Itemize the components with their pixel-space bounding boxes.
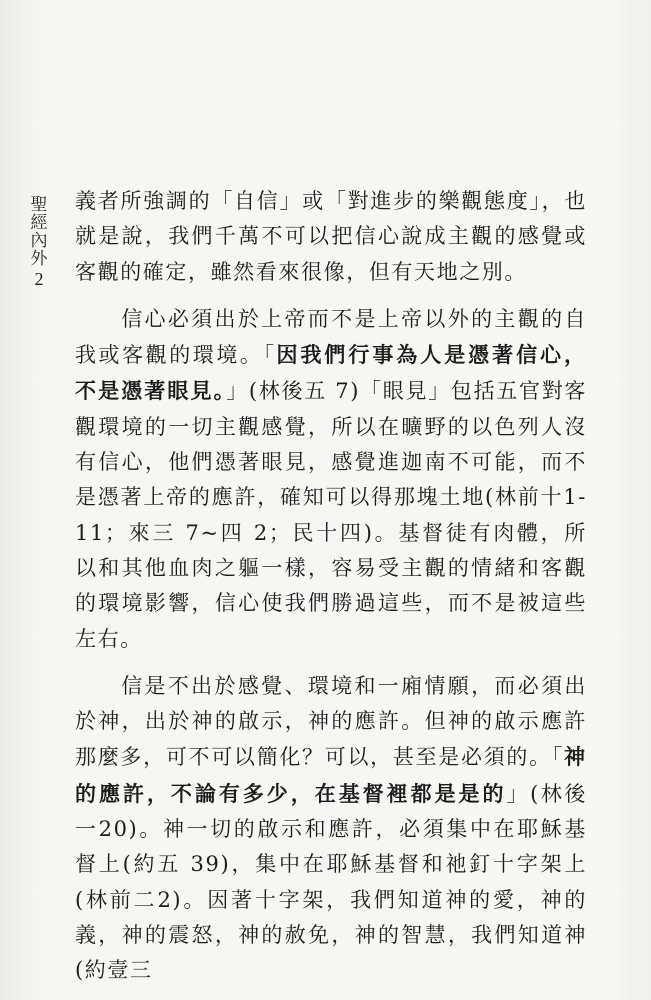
paragraph-3-text: 信是不出於感覺、環境和一廂情願，而必須出於神，出於神的啟示，神的應許。但神的啟示應許那麼多，可不可以簡化？可以，甚至是必須的。「 xyxy=(75,673,587,770)
book-title-char: 外 xyxy=(30,249,48,269)
book-title-char: 聖 xyxy=(30,195,48,215)
paragraph-3 xyxy=(75,669,587,989)
scripture-quote: 因我們行事為人是憑著信心，不是憑著眼見。 xyxy=(75,342,587,404)
paragraph-2-text: 信心必須出於上帝而不是上帝以外的主觀的自我或客觀的環境。「 xyxy=(75,306,587,368)
paragraph-2 xyxy=(75,302,587,657)
body-text xyxy=(75,184,587,989)
page-number: 2 xyxy=(34,269,44,289)
paragraph-3-text: 」(林後一20)。神一切的啟示和應許，必須集中在耶穌基督上(約五 39)，集中在耶穌基督和祂釘十字架上(林前二2)。因著十字架，我們知道神的愛，神的義，神的震怒，神的赦免，神的智慧，我們知道神(約壹三 xyxy=(75,781,588,983)
scripture-quote: 神的應許，不論有多少，在基督裡都是是的 xyxy=(75,744,587,806)
paragraph-2-text: 」(林後五 7)「眼見」包括五官對客觀環境的一切主觀感覺，所以在曠野的以色列人沒有信心，他們憑著眼見，感覺進迦南不可能，而不是憑著上帝的應許，確知可以得那塊土地(林前十1-11；來三 7~四 2；民十四)。基督徒有肉體，所以和其他血肉之軀一樣，容易受主觀的情緒和客觀的環境影響，信心使我們勝過這些，而不是被這些左右。 xyxy=(75,379,587,651)
book-title-char: 內 xyxy=(30,231,48,251)
paragraph-1: 義者所強調的「自信」或「對進步的樂觀態度」，也就是說，我們千萬不可以把信心說成主觀的感覺或客觀的確定，雖然看來很像，但有天地之別。 xyxy=(75,189,587,284)
book-title-char: 經 xyxy=(30,213,48,233)
running-header xyxy=(26,196,52,288)
